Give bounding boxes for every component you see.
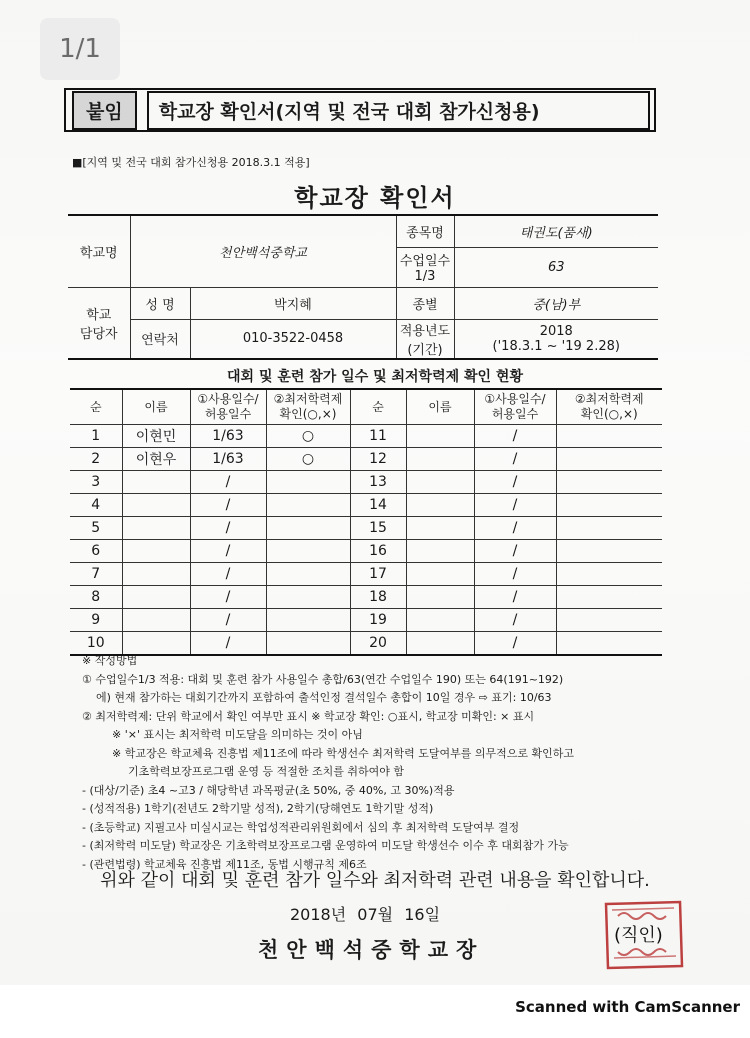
attachment-label: 붙임 <box>72 91 137 130</box>
participant-name <box>122 563 190 586</box>
col-min-standard-right: ②최저학력제 확인(○,×) <box>556 389 662 425</box>
participant-min-standard <box>556 471 662 494</box>
participant-usage-days: / <box>474 563 556 586</box>
event-value: 태권도(품새) <box>454 215 658 247</box>
participant-min-standard: ○ <box>266 448 350 471</box>
table-row <box>70 471 662 494</box>
note-item: - (관련법령) 학교체육 진흥법 제11조, 동법 시행규칙 제6조 <box>82 857 367 871</box>
participant-min-standard <box>556 540 662 563</box>
participant-usage-days: 1/63 <box>190 425 266 448</box>
notes-heading: ※ 작성방법 <box>82 654 138 667</box>
participant-no: 9 <box>70 609 122 632</box>
participant-min-standard <box>556 517 662 540</box>
school-name-value: 천안백석중학교 <box>130 215 396 287</box>
date-month: 07월 <box>357 905 394 924</box>
note-item: 에) 현재 참가하는 대회기간까지 포함하여 출석인정 결석일수 총합이 10일 경우 ⇨ 표기: 10/63 <box>96 691 552 704</box>
participation-header-row <box>70 389 662 425</box>
participant-no: 1 <box>70 425 122 448</box>
participant-usage-days: / <box>474 448 556 471</box>
participant-usage-days: / <box>474 494 556 517</box>
participant-min-standard <box>556 609 662 632</box>
school-info-table <box>68 214 658 360</box>
table-row <box>70 425 662 448</box>
signature-date <box>290 902 440 925</box>
confirmation-statement: 위와 같이 대회 및 훈련 참가 일수와 최저학력 관련 내용을 확인합니다. <box>100 870 650 891</box>
scanner-watermark: Scanned with CamScanner <box>515 998 740 1016</box>
participant-usage-days: / <box>474 586 556 609</box>
col-min-standard: ②최저학력제 확인(○,×) <box>266 389 350 425</box>
participant-min-standard <box>266 563 350 586</box>
participant-name <box>406 425 474 448</box>
col-no-right: 순 <box>350 389 406 425</box>
participant-min-standard <box>266 517 350 540</box>
contact-label: 연락처 <box>130 319 190 359</box>
participant-no: 8 <box>70 586 122 609</box>
participant-usage-days: / <box>190 494 266 517</box>
participant-usage-days: / <box>474 540 556 563</box>
note-item: ① 수업일수1/3 적용: 대회 및 훈련 참가 사용일수 총합/63(연간 수업일수 190) 또는 64(191~192) <box>82 672 564 686</box>
official-seal-stamp <box>598 896 688 972</box>
table-row <box>70 448 662 471</box>
page-title: 학교장 확인서 <box>294 184 456 212</box>
col-name: 이름 <box>122 389 190 425</box>
participant-name <box>406 586 474 609</box>
participant-name <box>122 471 190 494</box>
participant-usage-days: / <box>474 425 556 448</box>
participant-name <box>406 448 474 471</box>
note-item: ※ 학교장은 학교체육 진흥법 제11조에 따라 학생선수 최저학력 도달여부를 의무적으로 확인하고 <box>112 746 574 760</box>
participant-no: 18 <box>350 586 406 609</box>
participant-no: 13 <box>350 471 406 494</box>
period-value: 2018 ('18.3.1 ~ '19 2.28) <box>454 319 658 359</box>
participant-no: 14 <box>350 494 406 517</box>
participant-name <box>406 517 474 540</box>
note-item: 기초학력보장프로그램 운영 등 적절한 조치를 취하여야 함 <box>128 765 405 778</box>
note-item: ※ '×' 표시는 최저학력 미도달을 의미하는 것이 아님 <box>112 728 363 741</box>
participant-usage-days: / <box>190 563 266 586</box>
applicability-note: ■[지역 및 전국 대회 참가신청용 2018.3.1 적용] <box>72 156 310 169</box>
table-row <box>70 586 662 609</box>
participant-name <box>122 517 190 540</box>
note-item: - (초등학교) 지필고사 미실시교는 학업성적관리위원회에서 심의 후 최저학력 도달여부 결정 <box>82 820 520 834</box>
col-usage: ①사용일수/ 허용일수 <box>190 389 266 425</box>
participant-no: 12 <box>350 448 406 471</box>
participant-name <box>406 494 474 517</box>
page-indicator[interactable]: 1/1 <box>40 18 120 80</box>
instructions-notes <box>82 652 682 874</box>
col-usage-right: ①사용일수/ 허용일수 <box>474 389 556 425</box>
table-row <box>70 517 662 540</box>
participant-usage-days: / <box>190 632 266 656</box>
participant-min-standard <box>266 609 350 632</box>
participant-no: 4 <box>70 494 122 517</box>
participant-min-standard: ○ <box>266 425 350 448</box>
seal-label: (직인) <box>614 925 663 946</box>
category-label: 종별 <box>396 287 454 319</box>
participant-usage-days: / <box>190 540 266 563</box>
participant-name <box>122 494 190 517</box>
note-item: - (최저학력 미도달) 학교장은 기초학력보장프로그램 운영하여 미도달 학생선수 이수 후 대회참가 가능 <box>82 839 569 852</box>
date-day: 16일 <box>404 905 441 924</box>
participant-no: 20 <box>350 632 406 656</box>
participant-usage-days: / <box>474 517 556 540</box>
staff-name-value: 박지혜 <box>190 287 396 319</box>
note-item: - (성적적용) 1학기(전년도 2학기말 성적), 2학기(당해연도 1학기말 성적) <box>82 802 434 815</box>
category-value: 중(남)부 <box>454 287 658 319</box>
principal-signature: 천안백석중학교장 <box>258 938 485 962</box>
participant-usage-days: / <box>474 471 556 494</box>
participant-usage-days: / <box>190 586 266 609</box>
school-name-label: 학교명 <box>68 215 130 287</box>
participant-min-standard <box>266 494 350 517</box>
staff-label: 학교 담당자 <box>68 287 130 359</box>
participant-usage-days: / <box>474 632 556 656</box>
period-label: 적용년도 (기간) <box>396 319 454 359</box>
participant-usage-days: / <box>190 609 266 632</box>
document-header <box>64 88 656 132</box>
participant-min-standard <box>556 448 662 471</box>
event-label: 종목명 <box>396 215 454 247</box>
participant-min-standard <box>556 494 662 517</box>
participant-min-standard <box>556 586 662 609</box>
participant-no: 15 <box>350 517 406 540</box>
participant-usage-days: / <box>190 471 266 494</box>
table-row <box>70 563 662 586</box>
participant-no: 16 <box>350 540 406 563</box>
participant-name <box>406 609 474 632</box>
participant-name: 이현민 <box>122 425 190 448</box>
participant-no: 17 <box>350 563 406 586</box>
header-title: 학교장 확인서(지역 및 전국 대회 참가신청용) <box>147 91 650 130</box>
participant-min-standard <box>266 540 350 563</box>
date-year: 2018년 <box>290 905 347 924</box>
school-days-label: 수업일수 1/3 <box>396 247 454 287</box>
participation-table <box>70 388 662 656</box>
participant-min-standard <box>266 586 350 609</box>
participant-min-standard <box>266 471 350 494</box>
col-no: 순 <box>70 389 122 425</box>
note-item: - (대상/기준) 초4 ~고3 / 해당학년 과목평균(초 50%, 중 40%, 고 30%)적용 <box>82 783 455 797</box>
table-row <box>70 609 662 632</box>
table-row <box>70 494 662 517</box>
participant-name: 이현우 <box>122 448 190 471</box>
table-row <box>70 540 662 563</box>
participant-name <box>406 471 474 494</box>
participant-no: 3 <box>70 471 122 494</box>
participant-name <box>122 540 190 563</box>
col-name-right: 이름 <box>406 389 474 425</box>
note-item: ② 최저학력제: 단위 학교에서 확인 여부만 표시 ※ 학교장 확인: ○표시, 학교장 미확인: × 표시 <box>82 709 535 723</box>
participant-no: 19 <box>350 609 406 632</box>
participant-usage-days: 1/63 <box>190 448 266 471</box>
participant-usage-days: / <box>474 609 556 632</box>
participant-usage-days: / <box>190 517 266 540</box>
participant-no: 7 <box>70 563 122 586</box>
participant-min-standard <box>556 425 662 448</box>
participant-no: 2 <box>70 448 122 471</box>
participant-name <box>122 609 190 632</box>
participant-no: 11 <box>350 425 406 448</box>
participant-name <box>406 563 474 586</box>
school-days-value: 63 <box>454 247 658 287</box>
participant-min-standard <box>556 563 662 586</box>
participant-no: 6 <box>70 540 122 563</box>
participation-section-title: 대회 및 훈련 참가 일수 및 최저학력제 확인 현황 <box>227 369 523 385</box>
contact-value: 010-3522-0458 <box>190 319 396 359</box>
participant-name <box>122 586 190 609</box>
participant-no: 5 <box>70 517 122 540</box>
staff-name-label: 성 명 <box>130 287 190 319</box>
participant-name <box>406 540 474 563</box>
participant-no: 10 <box>70 632 122 656</box>
